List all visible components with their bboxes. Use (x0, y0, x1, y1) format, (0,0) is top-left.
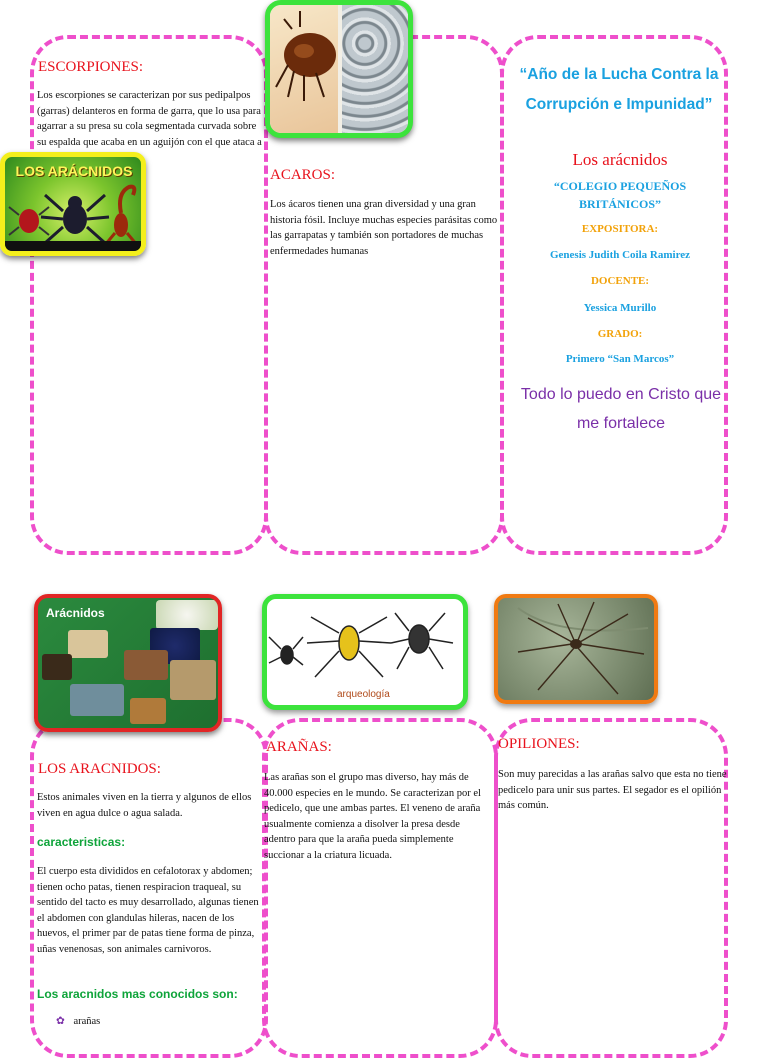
arqueologia-caption: arqueología (337, 689, 390, 700)
cover-grade: Primero “San Marcos” (565, 353, 675, 365)
tick-photo-icon (270, 5, 340, 133)
cover-teacher-label: DOCENTE: (590, 275, 650, 287)
aranas-text: Las arañas son el grupo mas diverso, hay más de 40.000 especies en le mundo. Se caracterizan por el pedicelo, que une ambas partes. El veneno de araña usualmente comienza a disolver la presa desde adentro para que la araña pueda simplemente succionar a la criatura licuada. (264, 772, 481, 861)
escorpiones-text: Los escorpiones se caracterizan por sus pedipalpos (garras) delanteros en forma de garra, que lo usa para agarrar a su presa su cola segmentada curvada sobre su espalda que acaba en un aguijón con el que ataca a (37, 90, 262, 148)
acaros-title: ACAROS: (270, 167, 336, 183)
opilion-image (494, 594, 658, 704)
orb-spider-icon (307, 617, 391, 677)
cover-exhibitor-label: EXPOSITORA: (581, 223, 659, 235)
aracnidos-intro: Estos animales viven en la tierra y algunos de ellos viven en agua dulce o agua salada. (37, 792, 252, 819)
cover-school: “COLEGIO PEQUEÑOS BRITÁNICOS” (553, 179, 687, 211)
scorpion-icon (105, 187, 137, 245)
escorpiones-title: ESCORPIONES: (38, 59, 144, 75)
opiliones-title: OPILIONES: (498, 736, 580, 752)
cover-motto: “Año de la Lucha Contra la Corrupción e Impunidad” (519, 66, 719, 113)
cover-exhibitor: Genesis Judith Coila Ramirez (549, 249, 691, 261)
banner-image (0, 152, 146, 256)
aranas-title: ARAÑAS: (266, 739, 332, 755)
banner-title: LOS ARÁCNIDOS (15, 163, 133, 179)
aranas-image (262, 594, 468, 710)
spiders-graphic (267, 599, 463, 705)
caracteristicas-text: El cuerpo esta divididos en cefalotorax y abdomen; tienen ocho patas, tienen respiracion traqueal, su sentido del tacto es muy desarrollado, algunas tienen el abdomen con glandulas hileras, nacen de los huevos, el primer par de patas tiene forma de pinza, uñas venenosas, son animales carnivoros. (37, 866, 259, 955)
list-item (56, 1015, 100, 1027)
small-spider-icon (269, 637, 303, 665)
spider-icon (41, 195, 109, 243)
tick-icon (9, 207, 49, 235)
list-item-label: arañas (73, 1016, 101, 1027)
conocidos-heading: Los aracnidos mas conocidos son: (37, 987, 238, 1001)
acaros-text: Los ácaros tienen una gran diversidad y una gran historia fósil. Incluye muchas especies parásitas como las garrapatas y también son portadores de muchas enfermedades humanas (270, 199, 498, 257)
aracnidos-collage-image (34, 594, 222, 732)
cover-teacher: Yessica Murillo (583, 302, 657, 314)
bullet-icon: ✿ (56, 1016, 65, 1027)
cover-grade-label: GRADO: (597, 328, 643, 340)
harvestman-icon (498, 598, 654, 700)
cover-verse: Todo lo puedo en Cristo que me fortalece (520, 386, 722, 432)
cover-title: Los arácnidos (572, 150, 668, 169)
aracnidos-title: LOS ARACNIDOS: (38, 761, 161, 777)
caracteristicas-heading: caracteristicas: (37, 835, 126, 849)
large-spider-icon (391, 613, 453, 669)
panel-aranas (262, 718, 498, 1058)
collage-title: Arácnidos (46, 606, 105, 620)
mites-image (265, 0, 413, 138)
mites-photo (342, 5, 413, 133)
opiliones-text: Son muy parecidas a las arañas salvo que esta no tiene pedicelo para unir sus partes. El segador es el opilión más común. (498, 769, 727, 811)
